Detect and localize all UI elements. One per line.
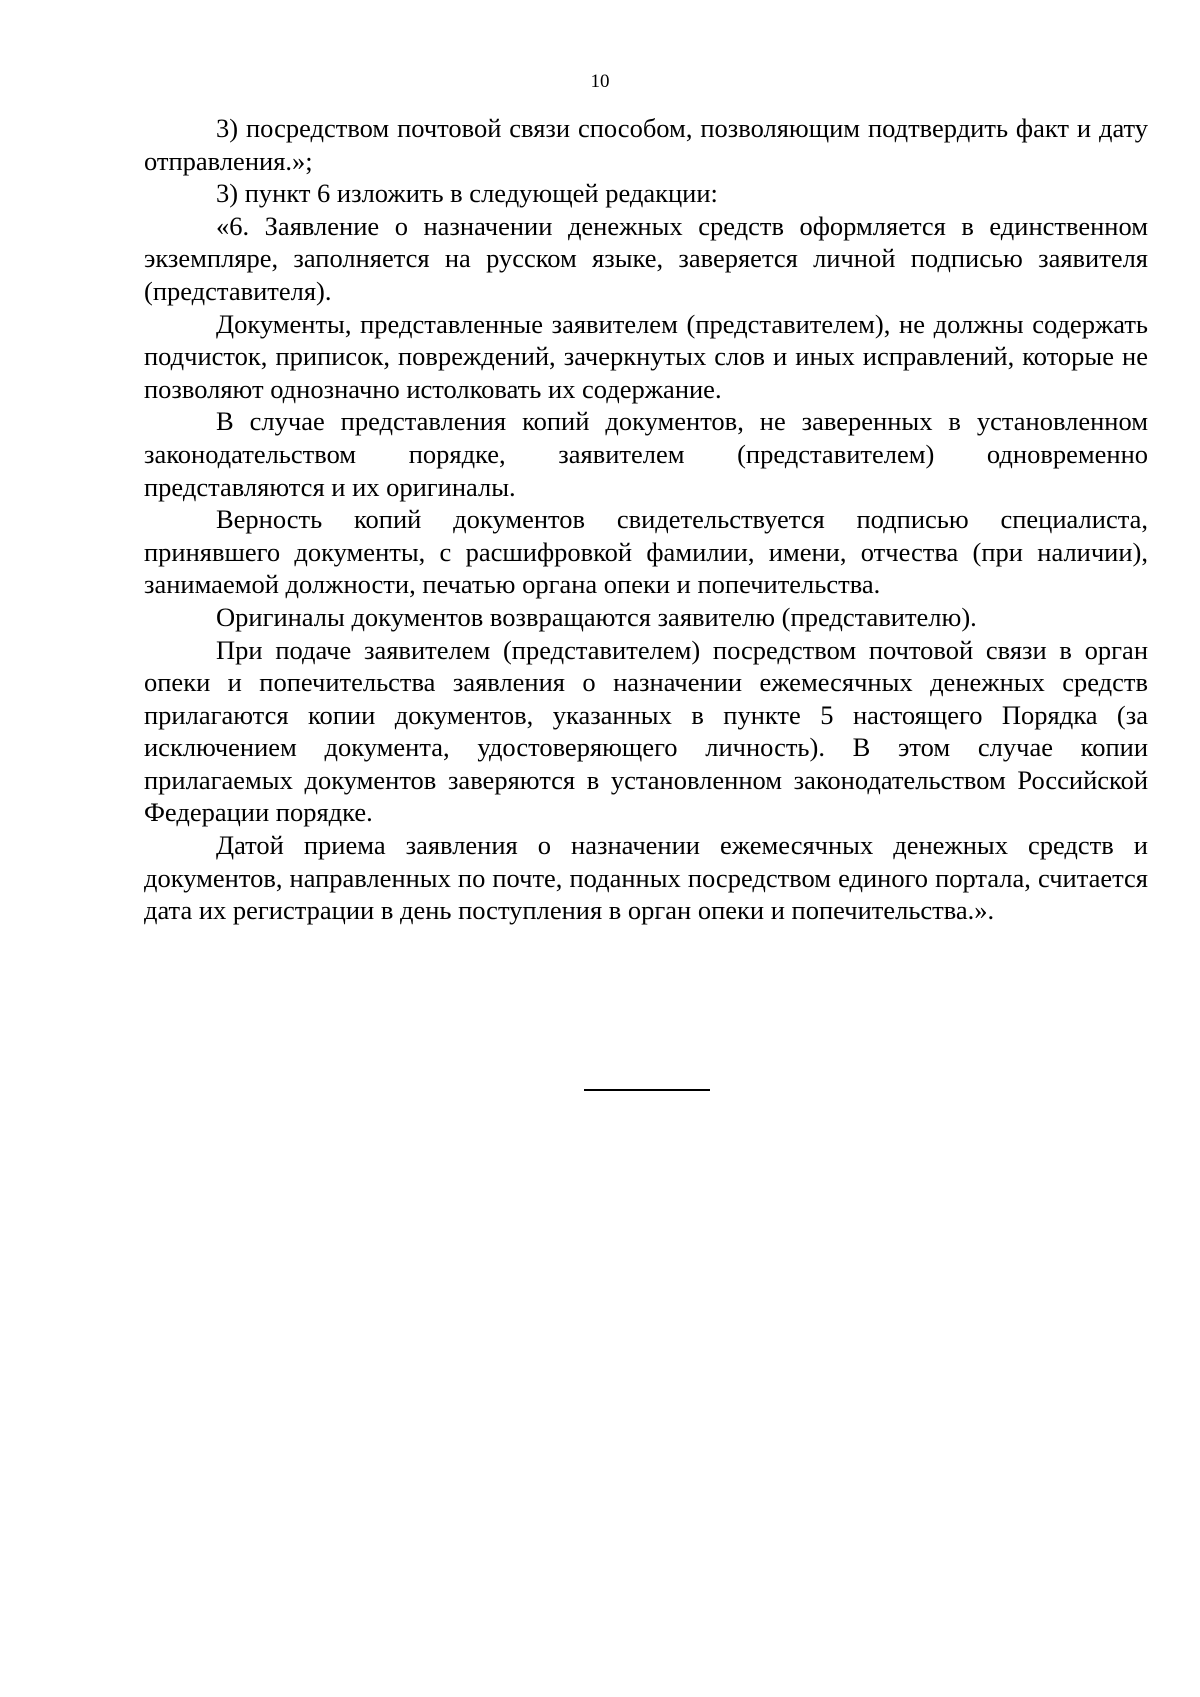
- paragraph-application-form: «6. Заявление о назначении денежных средств оформляется в единственном экземпляре, заполняется на русском языке, заверяется личной подписью заявителя (представителя).: [144, 210, 1148, 306]
- paragraph-acceptance-date: Датой приема заявления о назначении ежемесячных денежных средств и документов, направленных по почте, поданных посредством единого портала, считается дата их регистрации в день поступления в орган опеки и попечительства.».: [144, 830, 1148, 926]
- closing-divider: [584, 1089, 710, 1091]
- paragraph-amend-point-6: 3) пункт 6 изложить в следующей редакции:: [216, 178, 718, 209]
- paragraph-copy-certification: Верность копий документов свидетельствуется подписью специалиста, принявшего документы, с расшифровкой фамилии, имени, отчества (при наличии), занимаемой должности, печатью органа опеки и попечительства.: [144, 504, 1148, 600]
- document-body: [144, 112, 1148, 927]
- paragraph-copies-and-originals: В случае представления копий документов, не заверенных в установленном законодательством порядке, заявителем (представителем) одновременно представляются и их оригиналы.: [144, 406, 1148, 502]
- paragraph-postal-submission: При подаче заявителем (представителем) посредством почтовой связи в орган опеки и попечительства заявления о назначении ежемесячных денежных средств прилагаются копии документов, указанных в пункте 5 настоящего Порядка (за исключением документа, удостоверяющего личность). В этом случае копии прилагаемых документов заверяются в установленном законодательством Российской Федерации порядке.: [144, 634, 1148, 828]
- page-number: 10: [590, 71, 610, 92]
- paragraph-document-requirements: Документы, представленные заявителем (представителем), не должны содержать подчисток, приписок, повреждений, зачеркнутых слов и иных исправлений, которые не позволяют однозначно истолковать их содержание.: [144, 308, 1148, 404]
- paragraph-originals-returned: Оригиналы документов возвращаются заявителю (представителю).: [216, 601, 977, 632]
- paragraph-postal-method: 3) посредством почтовой связи способом, позволяющим подтвердить факт и дату отправления.»;: [144, 113, 1148, 176]
